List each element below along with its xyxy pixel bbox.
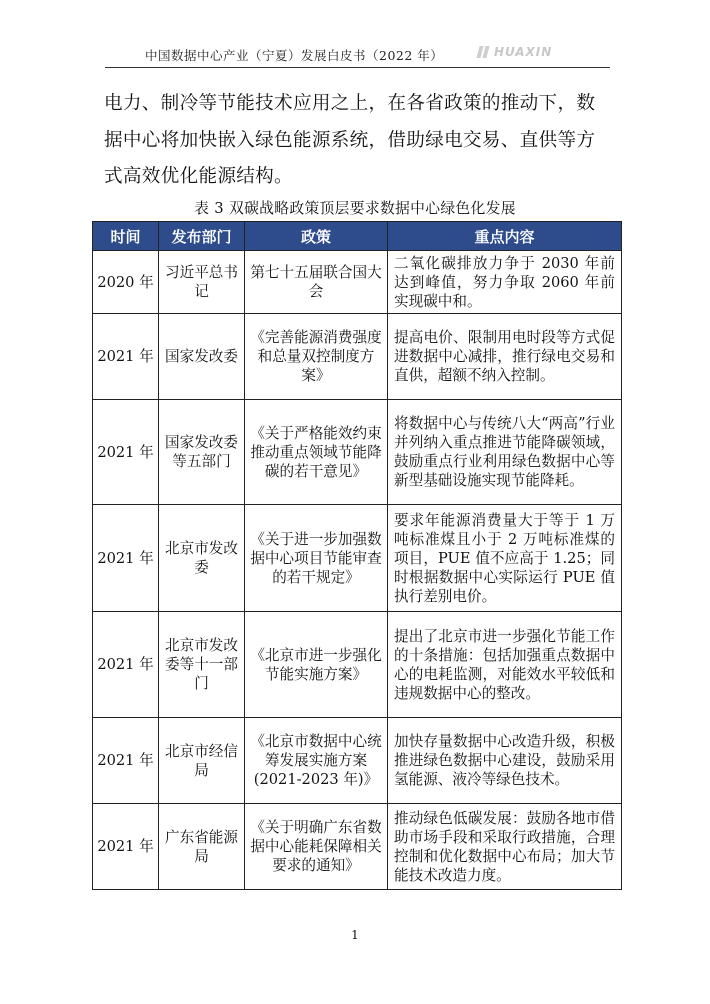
table-row [93,505,622,612]
cell-policy: 《关于进一步加强数据中心项目节能审查的若干规定》 [245,505,388,612]
cell-content: 加快存量数据中心改造升级，积极推进绿色数据中心建设，鼓励采用氢能源、液冷等绿色技术。 [388,718,622,804]
table-caption: 表 3 双碳战略政策顶层要求数据中心绿色化发展 [194,200,516,217]
cell-department: 习近平总书记 [159,251,245,314]
cell-content: 将数据中心与传统八大“两高”行业并列纳入重点推进节能降碳领域，鼓励重点行业利用绿色数据中心等新型基础设施实现节能降耗。 [388,400,622,505]
column-header-policy: 政策 [245,222,388,251]
table-row [93,251,622,314]
cell-content: 推动绿色低碳发展：鼓励各地市借助市场手段和采取行政措施，合理控制和优化数据中心布局；加大节能技术改造力度。 [388,804,622,890]
cell-department: 国家发改委 [159,314,245,400]
cell-department: 北京市发改委等十一部门 [159,612,245,718]
body-line: 电力、制冷等节能技术应用之上，在各省政策的推动下，数 [104,93,596,114]
cell-content: 二氧化碳排放力争于 2030 年前达到峰值，努力争取 2060 年前实现碳中和。 [388,251,622,314]
cell-department: 北京市发改委 [159,505,245,612]
column-header-department: 发布部门 [159,222,245,251]
cell-policy: 《关于明确广东省数据中心能耗保障相关要求的通知》 [245,804,388,890]
cell-policy: 第七十五届联合国大会 [245,251,388,314]
logo-text: HUAXIN [494,45,553,59]
cell-year: 2021 年 [93,314,159,400]
cell-department: 国家发改委等五部门 [159,400,245,505]
cell-year: 2021 年 [93,804,159,890]
column-header-time: 时间 [93,222,159,251]
page-header [105,44,610,66]
cell-year: 2021 年 [93,505,159,612]
table-row [93,718,622,804]
logo-mark-icon [478,46,490,58]
body-paragraph [104,86,614,196]
cell-department: 北京市经信局 [159,718,245,804]
cell-year: 2021 年 [93,400,159,505]
cell-policy: 《北京市数据中心统筹发展实施方案(2021-2023 年)》 [245,718,388,804]
cell-policy: 《关于严格能效约束推动重点领域节能降碳的若干意见》 [245,400,388,505]
body-line: 式高效优化能源结构。 [104,166,293,187]
table-row [93,804,622,890]
table-row [93,400,622,505]
cell-policy: 《北京市进一步强化节能实施方案》 [245,612,388,718]
body-line: 据中心将加快嵌入绿色能源系统，借助绿电交易、直供等方 [104,129,596,151]
huaxin-logo [478,45,552,59]
header-title: 中国数据中心产业（宁夏）发展白皮书（2022 年） [145,48,444,63]
cell-policy: 《完善能源消费强度和总量双控制度方案》 [245,314,388,400]
table-row [93,612,622,718]
cell-content: 提高电价、限制用电时段等方式促进数据中心减排，推行绿电交易和直供，超额不纳入控制。 [388,314,622,400]
page-number: 1 [351,928,359,942]
cell-department: 广东省能源局 [159,804,245,890]
table-row [93,314,622,400]
cell-year: 2021 年 [93,718,159,804]
policy-table [92,221,622,890]
table-header-row [93,222,622,251]
cell-year: 2020 年 [93,251,159,314]
cell-year: 2021 年 [93,612,159,718]
cell-content: 提出了北京市进一步强化节能工作的十条措施：包括加强重点数据中心的电耗监测，对能效水平较低和违规数据中心的整改。 [388,612,622,718]
cell-content: 要求年能源消费量大于等于 1 万吨标准煤且小于 2 万吨标准煤的项目，PUE 值不应高于 1.25；同时根据数据中心实际运行 PUE 值执行差别电价。 [388,505,622,612]
header-divider [105,67,610,68]
column-header-key-content: 重点内容 [388,222,622,251]
